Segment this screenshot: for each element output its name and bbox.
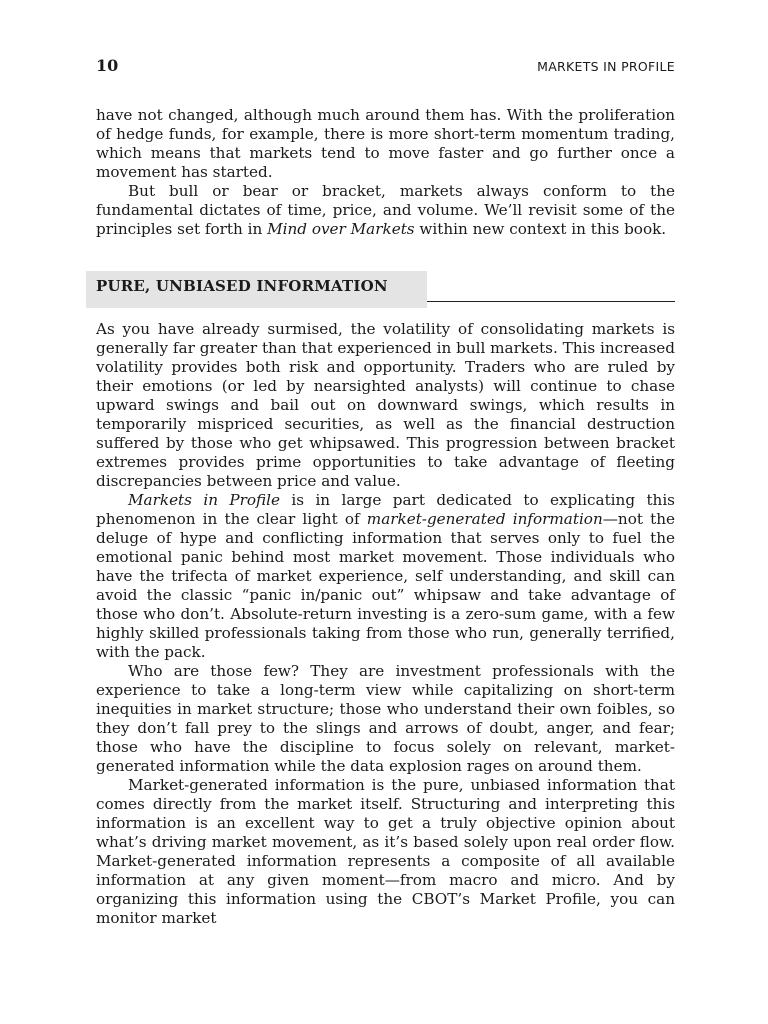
section-heading: PURE, UNBIASED INFORMATION: [96, 277, 388, 295]
text-run: —not the deluge of hype and conflicting information that serves only to fuel the emotional panic behind most market movement. Those individuals who have the trifecta of market experience, self understanding, and skill can avoid the classic “panic in/panic out” whipsaw and take advantage of those who don’t. Absolute-return investing is a zero-sum game, with a few highly skilled professionals taking from those who run, generally terrified, with the pack.: [96, 510, 675, 661]
page-number: 10: [96, 56, 119, 75]
book-title-italic: Markets in Profile: [128, 491, 280, 509]
paragraph: Who are those few? They are investment professionals with the experience to take a long-term view while capitalizing on short-term inequities in market structure; those who understand their own foibles, so they don’t fall prey to the slings and arrows of doubt, anger, and fear; those who have the discipline to focus solely on relevant, market-generated information while the data explosion rages on around them.: [96, 662, 675, 775]
paragraph: As you have already surmised, the volatility of consolidating markets is generally far greater than that experienced in bull markets. This increased volatility provides both risk and opportunity. Traders who are ruled by their emotions (or led by nearsighted analysts) will continue to chase upward swings and bail out on downward swings, which results in temporarily mispriced securities, as well as the financial destruction suffered by those who get whipsawed. This progression between bracket extremes provides prime opportunities to take advantage of fleeting discrepancies between price and value.: [96, 320, 675, 490]
text-run: within new context in this book.: [414, 220, 667, 238]
paragraph: Market-generated information is the pure, unbiased information that comes directly from the market itself. Structuring and interpreting this information is an excellent way to get a truly objective opinion about what’s driving market movement, as it’s based solely upon real order flow. Market-generated information represents a composite of all available information at any given moment—from macro and micro. And by organizing this information using the CBOT’s Market Profile, you can monitor market: [96, 776, 675, 927]
term-italic: market-generated information: [366, 510, 603, 528]
running-title: MARKETS IN PROFILE: [537, 59, 675, 74]
paragraph: [96, 491, 675, 662]
paragraph: [96, 182, 675, 239]
text-run: But bull or bear or bracket, markets always conform to the fundamental dictates of time, price, and volume. We’ll revisit some of the principles set forth in: [96, 182, 675, 238]
book-title-italic: Mind over Markets: [267, 220, 415, 238]
section-heading-block: [96, 271, 675, 302]
book-page: [96, 56, 675, 928]
running-head: [96, 56, 675, 80]
paragraph: have not changed, although much around them has. With the proliferation of hedge funds, for example, there is more short-term momentum trading, which means that markets tend to move faster and go further once a movement has started.: [96, 106, 675, 181]
text-run: is in large part dedicated to explicating this phenomenon in the clear light of: [96, 491, 675, 528]
